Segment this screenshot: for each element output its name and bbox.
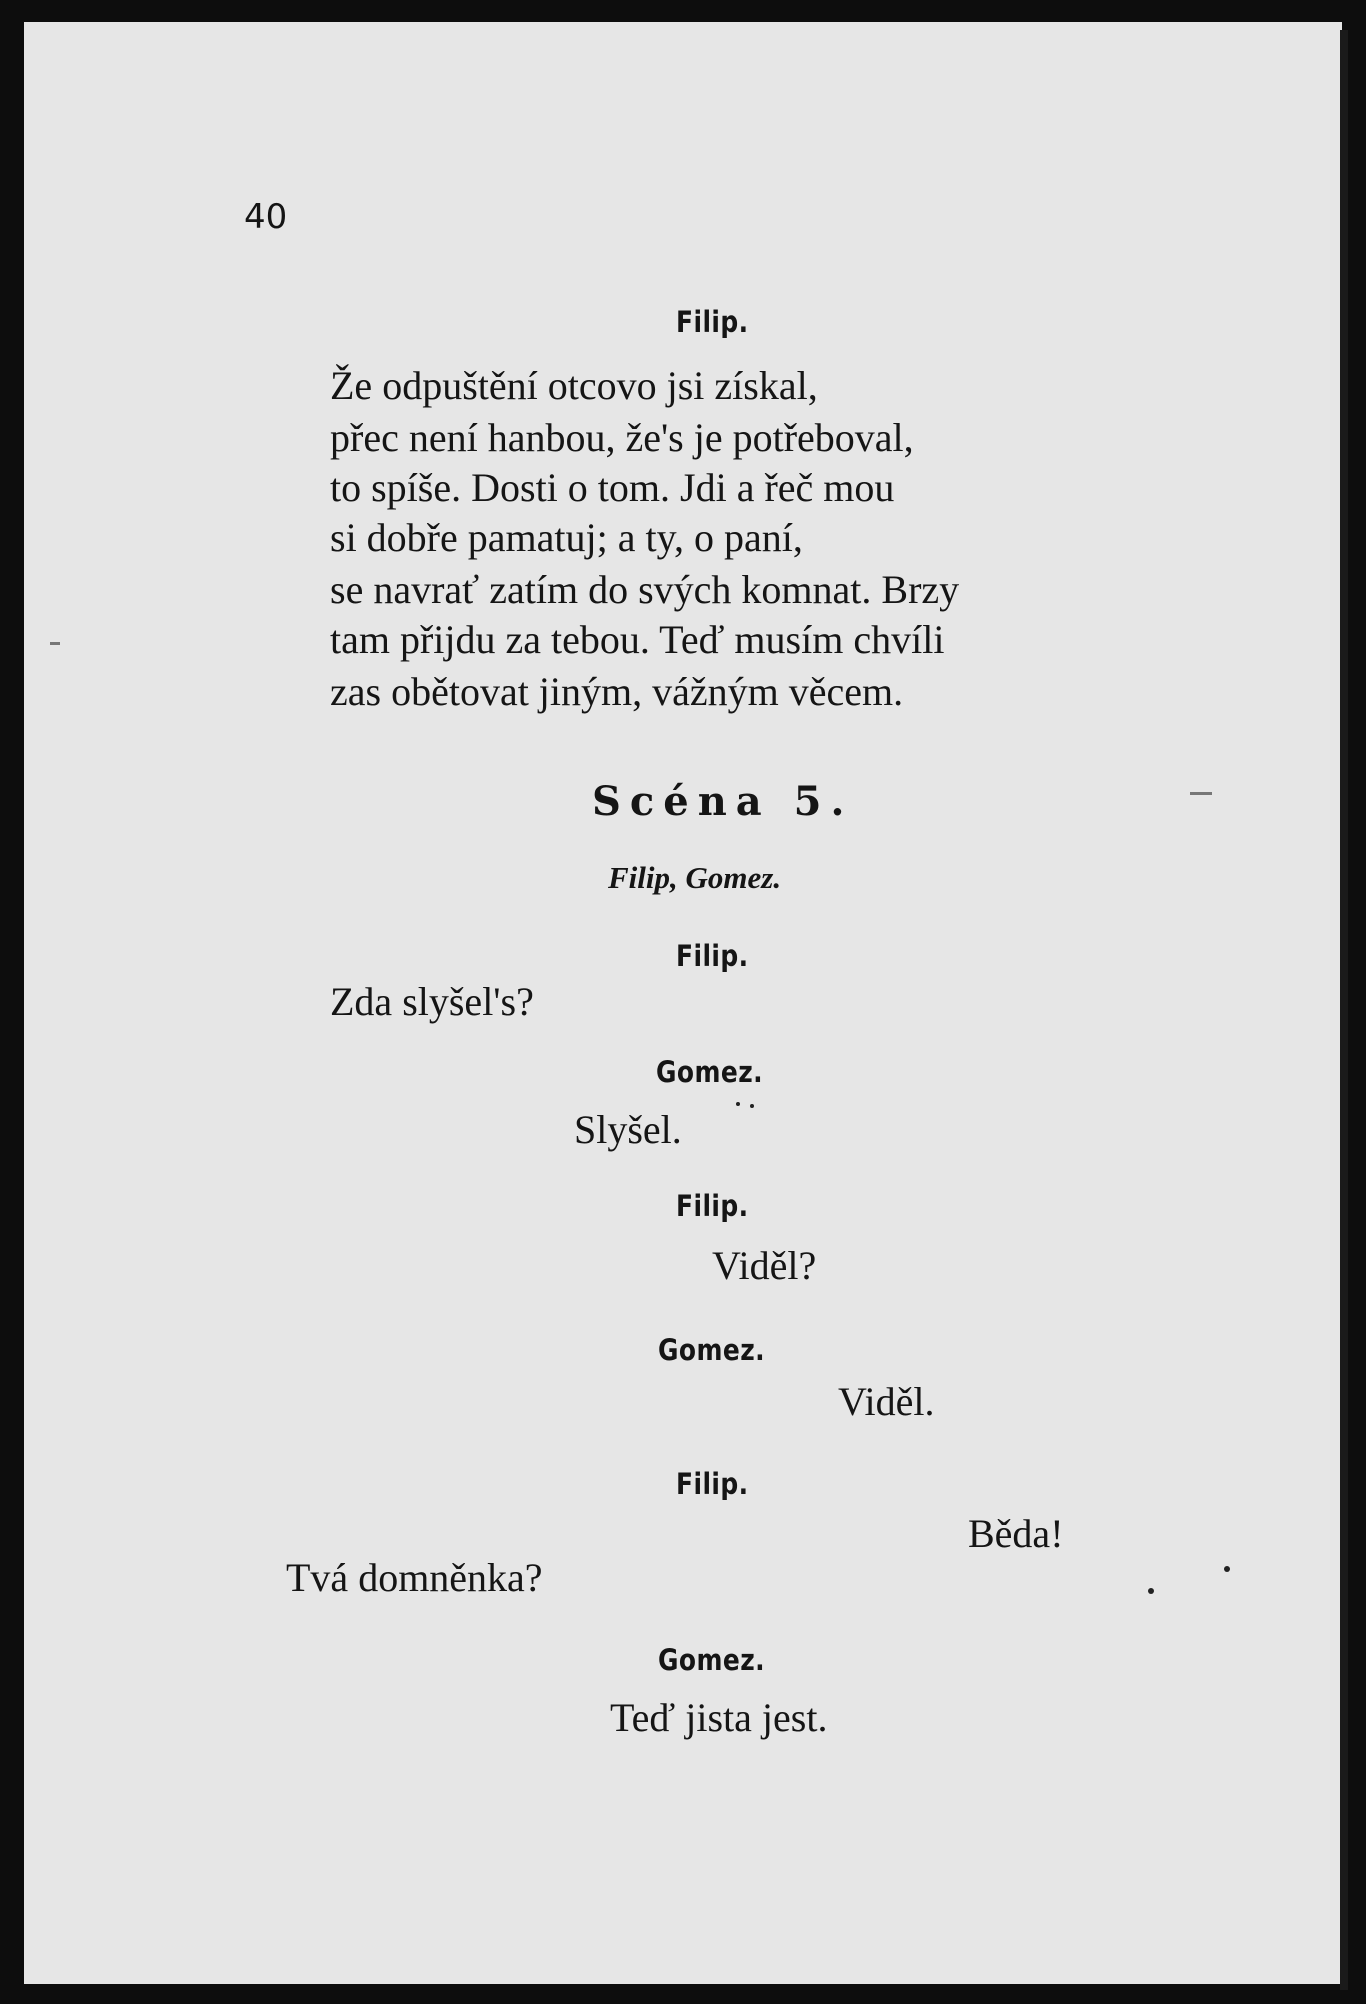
page-edge-shadow bbox=[1340, 30, 1348, 1990]
verse-line-5: se navrať zatím do svých komnat. Brzy bbox=[330, 567, 960, 612]
speaker-filip-2: Filip. bbox=[676, 939, 749, 973]
verse-line-7: zas obětovat jiným, vážným věcem. bbox=[330, 669, 904, 714]
dialogue-line-3: Viděl? bbox=[712, 1243, 817, 1288]
speaker-filip-3: Filip. bbox=[676, 1189, 749, 1223]
dialogue-line-5: Běda! bbox=[968, 1511, 1064, 1556]
verse-line-4: si dobře pamatuj; a ty, o paní, bbox=[330, 515, 803, 560]
speaker-filip-4: Filip. bbox=[676, 1467, 749, 1501]
scan-speck bbox=[1148, 1588, 1154, 1594]
dialogue-line-2: Slyšel. bbox=[574, 1107, 682, 1152]
dialogue-line-7: Teď jista jest. bbox=[610, 1695, 828, 1740]
scene-persons: Filip, Gomez. bbox=[608, 860, 782, 895]
dialogue-line-4: Viděl. bbox=[838, 1379, 935, 1424]
page-number: 40 bbox=[244, 197, 288, 237]
scan-mark bbox=[50, 642, 60, 645]
dialogue-line-1: Zda slyšel's? bbox=[330, 979, 534, 1024]
speaker-filip-1: Filip. bbox=[676, 305, 749, 339]
verse-line-3: to spíše. Dosti o tom. Jdi a řeč mou bbox=[330, 465, 895, 510]
verse-line-6: tam přijdu za tebou. Teď musím chvíli bbox=[330, 617, 945, 662]
verse-line-2: přec není hanbou, že's je potřeboval, bbox=[330, 415, 914, 460]
scan-speck bbox=[1224, 1566, 1230, 1572]
verse-line-1: Že odpuštění otcovo jsi získal, bbox=[330, 363, 818, 408]
speaker-gomez-1: Gomez. bbox=[656, 1055, 764, 1089]
scene-heading: Scéna 5. bbox=[592, 778, 854, 825]
scan-speck bbox=[736, 1102, 740, 1106]
book-page bbox=[24, 22, 1342, 1984]
speaker-gomez-3: Gomez. bbox=[658, 1643, 766, 1677]
scan-mark bbox=[1190, 792, 1212, 795]
scan-speck bbox=[750, 1104, 754, 1108]
dialogue-line-6: Tvá domněnka? bbox=[286, 1555, 543, 1600]
speaker-gomez-2: Gomez. bbox=[658, 1333, 766, 1367]
